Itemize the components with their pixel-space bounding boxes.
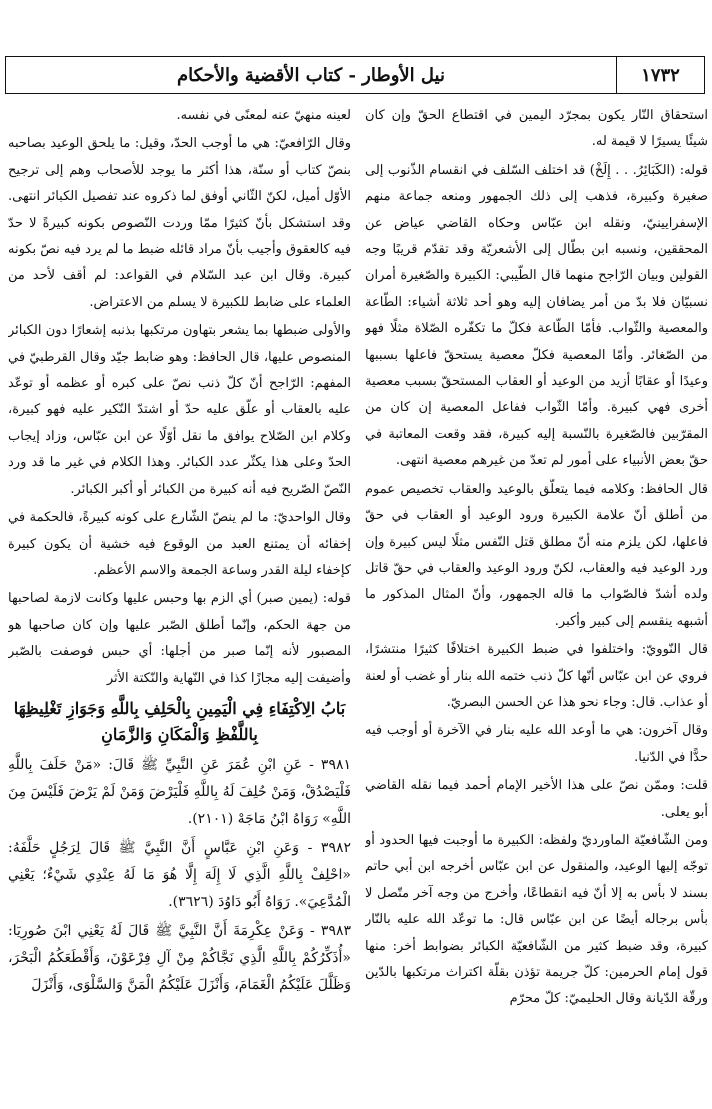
paragraph: قال الحافظ: وكلامه فيما يتعلّق بالوعيد والعقاب تخصيص عموم من أطلق أنّ علامة الكبيرة ورود الوعيد أو العقاب في حقّ فاعلها، لكن يلزم منه أنّ مطلق قتل النّفس مثلًا ليس كبيرة وإن ورد الوعيد فيه والعقاب، لكنّ ورود الوعيد والعقاب في حقّ قاتل ولده أشدّ فالصّواب ما قاله الجمهور، وأنّ المثال المذكور ما أشبهه ينقسم إلى كبير وأكبر. bbox=[365, 481, 708, 629]
paragraph: قوله: (الكَبَائِرُ. . . إِلَخْ) قد اختلف السّلف في انقسام الذّنوب إلى صغيرة وكبيرة، فذهب إلى ذلك الجمهور ومنعه جماعة منهم الإسفرايينيّ، ونقله ابن عبّاس وحكاه القاضي عياض عن المحققين، ونسبه ابن بطّال إلى الأشعريّة وقد تقدّم قريبًا وجه القولين وبيان الرّاجح منهما قال الطّيبي: الكبيرة والصّغيرة أمران نسبيّان فلا بدّ من أمر يضافان إليه وهو أحد ثلاثة أشياء: الطّاعة والمعصية والثّواب. فأمّا الطّاعة فكلّ ما تكفّره الصّلاة مثلًا فهو من الصّغائر. وأمّا المعصية فكلّ معصية يستحقّ فاعلها بسببها وعيدًا أو عقابًا أزيد من الوعيد أو العقاب المستحقّ بسبب معصية أخرى فهي كبيرة. وأمّا الثّواب ففاعل المعصية إن كان من المقرّبين فالصّغيرة بالنّسبة إليه كبيرة، فقد وقعت المعاتبة في حقّ بعض الأنبياء على أمور لم تعدّ من غيرهم معصية انتهى. bbox=[365, 162, 708, 469]
hadith-entry: ٣٩٨٢ - وَعَنِ ابْنِ عَبَّاسٍ أَنَّ النَّبِيَّ ﷺ قَالَ لِرَجُلٍ حَلَّفَهُ: «احْلِفْ بِاللَّهِ الَّذِي لَا إِلَهَ إِلَّا هُوَ مَا لَهُ عِنْدِي شَيْءٌ؛ يَعْنِي الْمُدَّعِيَ». رَوَاهُ أَبُو دَاوُدَ (٣٦٢٦). bbox=[8, 839, 351, 910]
paragraph: قال النّوويّ: واختلفوا في ضبط الكبيرة اختلافًا كثيرًا منتشرًا، فروي عن ابن عبّاس أنّها كلّ ذنب ختمه الله بنار أو غضب أو لعنة أو عذاب. قال: وجاء نحو هذا عن الحسن البصريّ. bbox=[365, 642, 708, 710]
paragraph: قوله: (يمين صبر) أي الزم بها وحبس عليها وكانت لازمة لصاحبها من جهة الحكم، وإنّما أطلق الصّبر عليها وإن كان صاحبها هو المصبور لأنه إنّما صبر من أجلها: أي حبس فوصفت بالصّبر وأضيفت إليه مجازًا كذا في النّهاية والنّكتة الأثر bbox=[8, 591, 351, 686]
paragraph: لعينه منهيّ عنه لمعنًى في نفسه. bbox=[176, 108, 351, 123]
running-title: نيل الأوطار - كتاب الأقضية والأحكام bbox=[177, 64, 445, 86]
paragraph: وقال آخرون: هي ما أوعد الله عليه بنار في الآخرة أو أوجب فيه حدًّا في الدّنيا. bbox=[365, 723, 708, 765]
page-header bbox=[5, 56, 705, 94]
paragraph: وقال الرّافعيّ: هي ما أوجب الحدّ، وقيل: ما يلحق الوعيد بصاحبه بنصّ كتاب أو سنّة، هذا أكثر ما يوجد للأصحاب وهم إلى ترجيح الأوّل أميل، لكنّ الثّاني أوفق لما ذكروه عند تفصيل الكبائر انتهى. وقد استشكل بأنّ كثيرًا ممّا وردت النّصوص بكونه كبيرةً لا حدّ فيه كالعقوق وأجيب بأنّ مراد قائله ضبط ما لم يرد فيه نصّ بكونه كبيرة. وقال ابن عبد السّلام في القواعد: لم أقف لأحد من العلماء على ضابط للكبيرة لا يسلم من الاعتراض. bbox=[8, 136, 351, 310]
right-column bbox=[365, 103, 708, 1103]
left-column bbox=[8, 103, 351, 1103]
paragraph: وقال الواحديّ: ما لم ينصّ الشّارع على كونه كبيرةً، فالحكمة في إخفائه أن يمتنع العبد من الوقوع فيه خشية أن يكون كبيرة كإخفاء ليلة القدر وساعة الجمعة والاسم الأعظم. bbox=[8, 510, 351, 578]
hadith-entry: ٣٩٨٣ - وَعَنْ عِكْرِمَةَ أَنَّ النَّبِيَّ ﷺ قَالَ لَهُ يَعْنِي ابْنَ صُورِيَا: «أُذَكِّرُكُمْ بِاللَّهِ الَّذِي نَجَّاكُمْ مِنْ آلِ فِرْعَوْنَ، وَأَقْطَعَكُمُ الْبَحْرَ، وَظَلَّلَ عَلَيْكُمُ الْغَمَامَ، وَأَنْزَلَ عَلَيْكُمُ الْمَنَّ وَالسَّلْوَى، وَأَنْزَلَ bbox=[8, 922, 351, 993]
chapter-title: بَابُ الِاكْتِفَاءِ فِي الْيَمِينِ بِالْحَلِفِ بِاللَّهِ وَجَوَازِ تَغْلِيظِهَا بِاللَّفْظِ وَالْمَكَانِ وَالزَّمَانِ bbox=[13, 698, 346, 744]
page-number: ١٧٣٢ bbox=[616, 57, 704, 93]
paragraph: والأولى ضبطها بما يشعر بتهاون مرتكبها بذنبه إشعارًا دون الكبائر المنصوص عليها، قال الحافظ: وهو ضابط جيّد وقال القرطبيّ في المفهم: الرّاجح أنّ كلّ ذنب نصّ على كبره أو عظمه أو توعّد عليه بالعقاب أو علّق عليه حدّ أو اشتدّ النّكير عليه فهو كبيرة، وكلام ابن الصّلاح يوافق ما نقل أوّلًا عن ابن عبّاس، وزاد إيجاب الحدّ وعلى هذا يكثّر عدد الكبائر. وهذا الكلام في غير ما قد ورد النّصّ الصّريح فيه أنه كبيرة من الكبائر أو أكبر الكبائر. bbox=[8, 323, 351, 497]
paragraph: قلت: وممّن نصّ على هذا الأخير الإمام أحمد فيما نقله القاضي أبو يعلى. bbox=[365, 778, 708, 820]
paragraph: استحقاق النّار يكون بمجرّد اليمين في اقتطاع الحقّ وإن كان شيئًا يسيرًا لا قيمة له. bbox=[365, 108, 708, 150]
hadith-entry: ٣٩٨١ - عَنِ ابْنِ عُمَرَ عَنِ النَّبِيِّ ﷺ قَالَ: «مَنْ حَلَفَ بِاللَّهِ فَلْيَصْدُقْ، وَمَنْ حُلِفَ لَهُ بِاللَّهِ فَلْيَرْضَ وَمَنْ لَمْ يَرْضَ فَلَيْسَ مِنَ اللَّهِ» رَوَاهُ ابْنُ مَاجَهْ (٢١٠١). bbox=[8, 756, 351, 827]
paragraph: ومن الشّافعيّة الماورديّ ولفظه: الكبيرة ما أوجبت فيها الحدود أو توجّه إليها الوعيد، والمنقول عن ابن عبّاس أخرجه ابن أبي حاتم بسند لا بأس به إلا أنّ فيه انقطاعًا، وأخرج من وجه آخر متّصل لا بأس برجاله أيضًا عن ابن عبّاس قال: ما توعّد الله عليه بالنّار كبيرة، وقد ضبط كثير من الشّافعيّة الكبائر بضوابط أخر: منها قول إمام الحرمين: كلّ جريمة تؤذن بقلّة اكتراث مرتكبها بالدّين ورقّة الدّيانة وقال الحليميّ: كلّ محرّم bbox=[365, 832, 708, 1007]
